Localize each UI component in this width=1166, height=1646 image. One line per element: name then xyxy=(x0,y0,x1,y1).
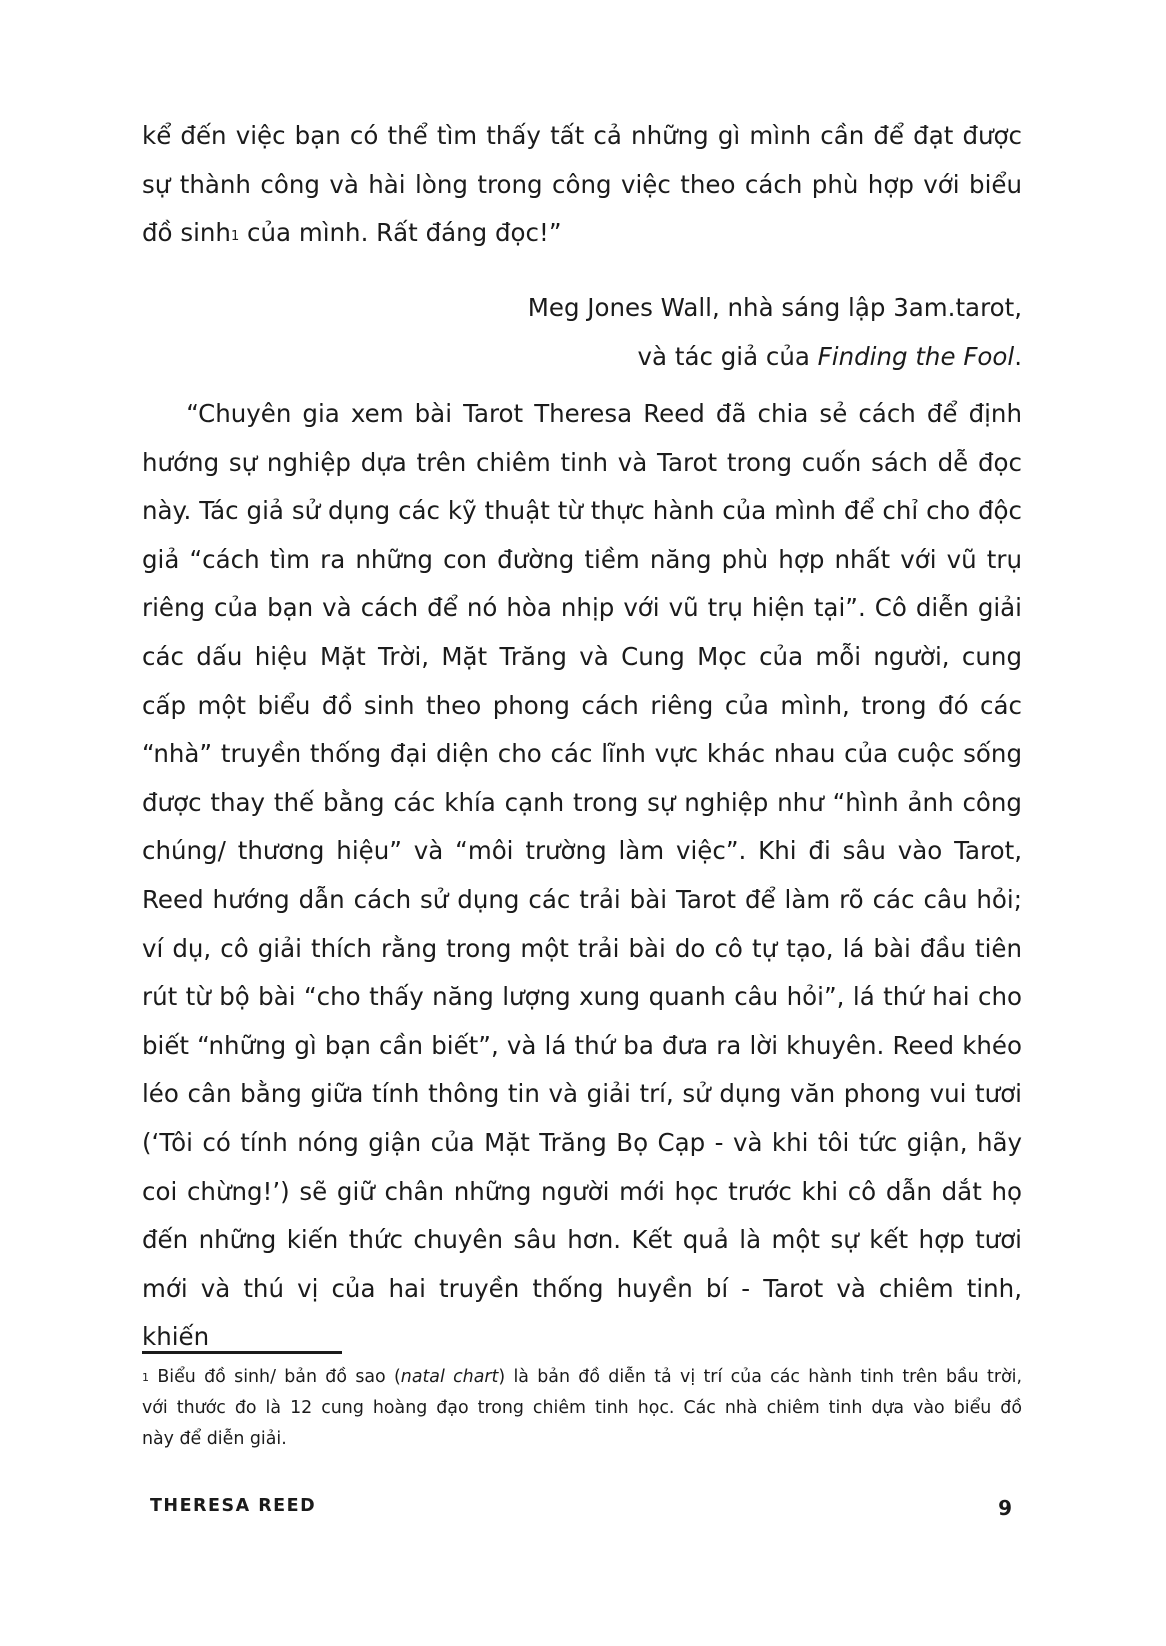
footnote-term: natal chart xyxy=(400,1367,499,1387)
footnote-line-1-a: Biểu đồ sinh/ bản đồ sao ( xyxy=(149,1367,401,1387)
footnote-reference: 1 xyxy=(230,229,240,245)
quote-2-line: Reed hướng dẫn cách sử dụng các trải bài Tarot để làm rõ các câu hỏi; xyxy=(142,884,1022,914)
attribution-suffix: . xyxy=(1014,341,1022,371)
quote-2-line: giả “cách tìm ra những con đường tiềm năng phù hợp nhất với vũ trụ xyxy=(142,544,1022,574)
quote-2-line: các dấu hiệu Mặt Trời, Mặt Trăng và Cung Mọc của mỗi người, cung xyxy=(142,641,1022,671)
running-footer-author: THERESA REED xyxy=(150,1496,317,1516)
quote-2-line: được thay thế bằng các khía cạnh trong sự nghiệp như “hình ảnh công xyxy=(142,787,1022,817)
quote-2-line: này. Tác giả sử dụng các kỹ thuật từ thực hành của mình để chỉ cho độc xyxy=(142,496,1022,526)
quote-1-line-3-end: của mình. Rất đáng đọc!” xyxy=(239,218,562,248)
page-number: 9 xyxy=(998,1496,1012,1520)
footnote-line-3: này để diễn giải. xyxy=(142,1429,287,1449)
quote-2-line: riêng của bạn và cách để nó hòa nhịp với vũ trụ hiện tại”. Cô diễn giải xyxy=(142,593,1022,623)
attribution-line-2 xyxy=(142,333,1022,382)
quote-2-line: cấp một biểu đồ sinh theo phong cách riêng của mình, trong đó các xyxy=(142,690,1022,720)
quote-2-line: chúng/ thương hiệu” và “môi trường làm việc”. Khi đi sâu vào Tarot, xyxy=(142,836,1022,866)
quote-1-line-2: sự thành công và hài lòng trong công việc theo cách phù hợp với biểu xyxy=(142,169,1022,199)
attribution-line-1: Meg Jones Wall, nhà sáng lập 3am.tarot, xyxy=(527,293,1022,322)
quote-2 xyxy=(142,390,1022,1352)
quote-2-line: ví dụ, cô giải thích rằng trong một trải bài do cô tự tạo, lá bài đầu tiên xyxy=(142,933,1022,963)
quote-1-line-1: kể đến việc bạn có thể tìm thấy tất cả những gì mình cần để đạt được xyxy=(142,121,1022,150)
footnote-separator xyxy=(142,1351,342,1354)
footnote-line-1-b: ) là bản đồ diễn tả vị trí của các hành tinh trên bầu trời, xyxy=(498,1367,1022,1387)
quote-2-line: rút từ bộ bài “cho thấy năng lượng xung quanh câu hỏi”, lá thứ hai cho xyxy=(142,982,1022,1012)
quote-2-line: hướng sự nghiệp dựa trên chiêm tinh và Tarot trong cuốn sách dễ đọc xyxy=(142,447,1022,477)
quote-1 xyxy=(142,112,1022,258)
quote-2-line: “nhà” truyền thống đại diện cho các lĩnh vực khác nhau của cuộc sống xyxy=(142,739,1022,769)
footnote xyxy=(142,1362,1022,1455)
quote-2-line: đến những kiến thức chuyên sâu hơn. Kết quả là một sự kết hợp tươi xyxy=(142,1225,1022,1255)
quote-2-line: (‘Tôi có tính nóng giận của Mặt Trăng Bọ Cạp - và khi tôi tức giận, hãy xyxy=(142,1127,1022,1157)
attribution-prefix: và tác giả của xyxy=(637,341,818,371)
quote-1-line-3 xyxy=(142,209,1022,258)
footnote-line-1 xyxy=(142,1362,1022,1393)
footnote-marker: 1 xyxy=(142,1371,149,1384)
quote-1-line-3-start: đồ sinh xyxy=(142,218,231,248)
footnote-line-2: với thước đo là 12 cung hoàng đạo trong chiêm tinh học. Các nhà chiêm tinh dựa vào biểu đồ xyxy=(142,1398,1022,1418)
quote-2-line: biết “những gì bạn cần biết”, và lá thứ ba đưa ra lời khuyên. Reed khéo xyxy=(142,1030,1022,1060)
book-title: Finding the Fool xyxy=(817,341,1015,371)
quote-2-line: coi chừng!’) sẽ giữ chân những người mới học trước khi cô dẫn dắt họ xyxy=(142,1176,1022,1206)
attribution xyxy=(142,284,1022,381)
quote-2-line: mới và thú vị của hai truyền thống huyền bí - Tarot và chiêm tinh, khiến xyxy=(142,1273,1022,1352)
quote-2-line: “Chuyên gia xem bài Tarot Theresa Reed đã chia sẻ cách để định xyxy=(142,399,1022,428)
quote-2-line: léo cân bằng giữa tính thông tin và giải trí, sử dụng văn phong vui tươi xyxy=(142,1079,1022,1109)
